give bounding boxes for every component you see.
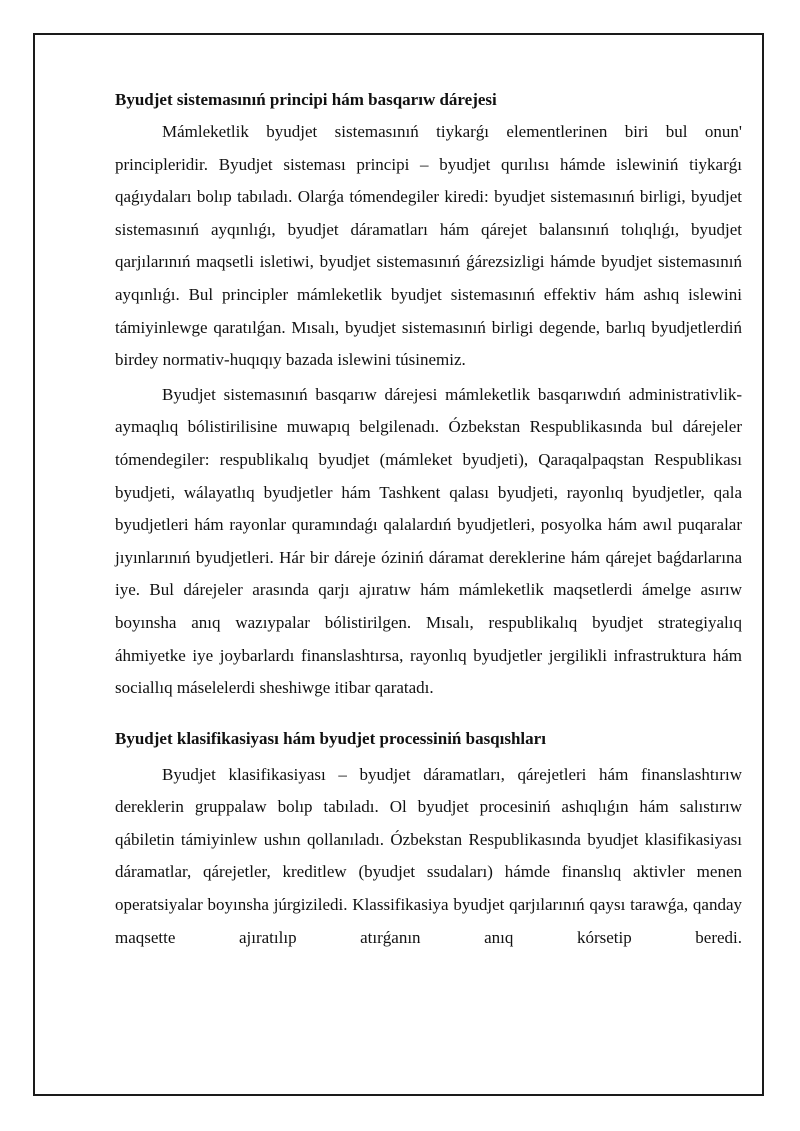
section-heading-budget-classification: Byudjet klasifikasiyası hám byudjet processiniń basqıshları bbox=[115, 728, 546, 748]
section-heading-budget-principles: Byudjet sistemasınıń principi hám basqarıw dárejesi bbox=[115, 90, 497, 109]
paragraph-classification: Byudjet klasifikasiyası – byudjet dáramatları, qárejetleri hám finanslashtırıw dereklerin gruppalaw bolıp tabıladı. Ol byudjet procesiniń ashıqlıǵın hám salıstırıw qábiletin támiyinlew ushın qollanıladı. Ózbekstan Respublikasında byudjet klasifikasiyası dáramatlar, qárejetler, kreditlew (byudjet ssudaları) hámde finanslıq aktivler menen operatsiyalar boyınsha júrgiziledi. Klassifikasiya byudjet qarjılarınıń qaysı tarawǵa, qanday maqsette ajıratılıp atırǵanın anıq kórsetip beredi. bbox=[115, 764, 742, 947]
paragraph-principles: Mámleketlik byudjet sistemasınıń tiykarǵı elementlerinen biri bul onun' principleridir. Byudjet sisteması principi – byudjet qurılısı hámde islewiniń tiykarǵı qaǵıydaları bolıp tabıladı. Olarǵa tómendegiler kiredi: byudjet sistemasınıń birligi, byudjet sistemasınıń ayqınlıǵı, byudjet dáramatları hám qárejet balansınıń tolıqlıǵı, byudjet qarjılarınıń maqsetli isletiwi, byudjet sistemasınıń ǵárezsizligi hámde byudjet sistemasınıń ayqınlıǵı. Bul principler mámleketlik byudjet sistemasınıń effektiv hám ashıq islewini támiyinlewge qaratılǵan. Mısalı, byudjet sistemasınıń birligi degende, barlıq byudjetlerdiń birdey normativ-huqıqıy bazada islewini túsinemiz. bbox=[115, 122, 742, 370]
paragraph-management-levels: Byudjet sistemasınıń basqarıw dárejesi mámleketlik basqarıwdıń administrativlik-aymaqlıq bólistirilisine muwapıq belgilenadı. Ózbekstan Respublikasında bul dárejeler tómendegiler: respublikalıq byudjet (mámleket byudjeti), Qaraqalpaqstan Respublikası byudjeti, wálayatlıq byudjetler hám Tashkent qalası byudjeti, rayonlıq byudjetler, qala byudjetleri hám rayonlar quramındaǵı qalalardıń byudjetleri, posyolka hám awıl puqaralar jıyınlarınıń byudjetleri. Hár bir dáreje óziniń dáramat dereklerine hám qárejet baǵdarlarına iye. Bul dárejeler arasında qarjı ajıratıw hám mámleketlik maqsetlerdi ámelge asırıw boyınsha anıq wazıypalar bólistirilgen. Mısalı, respublikalıq byudjet strategiyalıq áhmiyetke iye joybarlardı finanslashtırsa, rayonlıq byudjetler jergilikli infrastruktura hám sociallıq máselelerdi sheshiwge itibar qaratadı. bbox=[115, 384, 742, 698]
document-body bbox=[115, 84, 742, 954]
